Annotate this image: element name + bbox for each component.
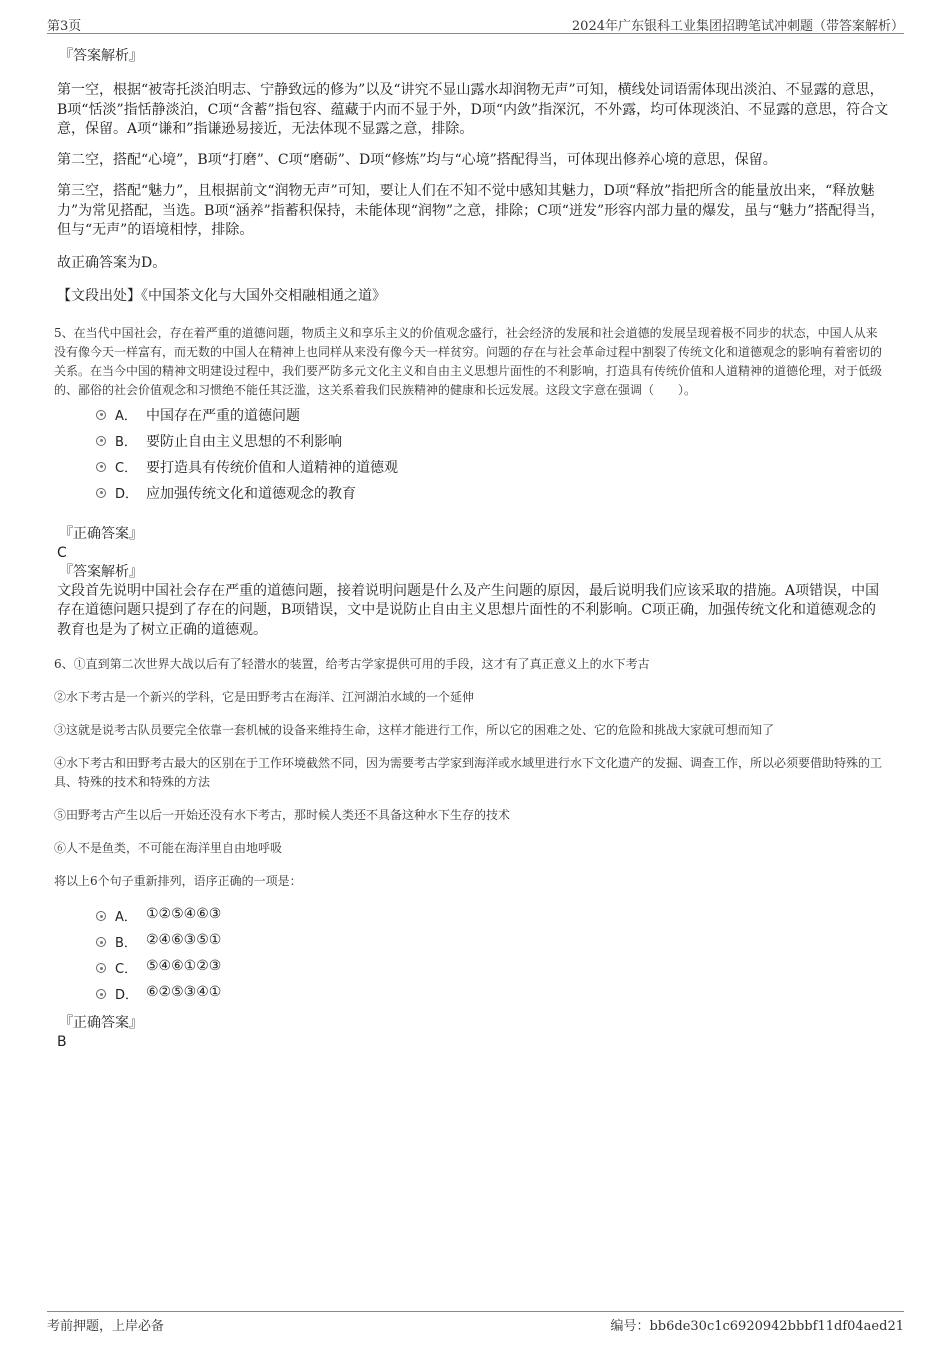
sentence-item: ③这就是说考古队员要完全依靠一套机械的设备来维持生命，这样才能进行工作，所以它的困难之处、它的危险和挑战大家就可想而知了: [54, 723, 775, 737]
analysis-paragraph: 第三空，搭配“魅力”，且根据前文“润物无声”可知，要让人们在不知不觉中感知其魅力，D项“释放”指把所含的能量放出来，“释放魅力”为常见搭配，当选。B项“涵养”指蓄积保持，未能体现“润物”之意，排除；C项“迸发”形容内部力量的爆发，虽与“魅力”搭配得当，但与“无声”的语境相悖，排除。: [57, 183, 885, 238]
sentence-item: ②水下考古是一个新兴的学科，它是田野考古在海洋、江河湖泊水域的一个延伸: [54, 690, 475, 704]
sentence-item: ⑥人不是鱼类，不可能在海洋里自由地呼吸: [54, 841, 283, 855]
page-footer: [47, 1311, 904, 1332]
radio-icon[interactable]: [96, 911, 106, 921]
analysis-paragraph: 文段首先说明中国社会存在严重的道德问题，接着说明问题是什么及产生问题的原因，最后说明我们应该采取的措施。A项错误，中国存在道德问题只提到了存在的问题，B项错误，文中是说防止自由主义思想片面性的不利影响。C项正确，加强传统文化和道德观念的教育也是为了树立正确的道德观。: [57, 582, 880, 638]
analysis-label: 『答案解析』: [59, 563, 143, 580]
radio-icon[interactable]: [96, 963, 106, 973]
correct-answer-label: 『正确答案』: [59, 525, 143, 542]
page-content: [54, 46, 889, 1052]
question-prompt: 将以上6个句子重新排列，语序正确的一项是：: [54, 874, 302, 888]
option-d[interactable]: D． ⑥②⑤③④①: [57, 983, 889, 1009]
radio-icon[interactable]: [96, 436, 106, 446]
option-d[interactable]: D． 应加强传统文化和道德观念的教育: [57, 482, 889, 508]
radio-icon[interactable]: [96, 989, 106, 999]
option-a[interactable]: A． ①②⑤④⑥③: [57, 905, 889, 931]
options-list: [57, 905, 889, 1009]
option-b[interactable]: B． ②④⑥③⑤①: [57, 931, 889, 957]
option-c[interactable]: C． ⑤④⑥①②③: [57, 957, 889, 983]
analysis-conclusion: 故正确答案为D。: [57, 254, 167, 271]
option-b[interactable]: B． 要防止自由主义思想的不利影响: [57, 430, 889, 456]
radio-icon[interactable]: [96, 410, 106, 420]
option-c[interactable]: C． 要打造具有传统价值和人道精神的道德观: [57, 456, 889, 482]
sentence-item: ⑤田野考古产生以后一开始还没有水下考古，那时候人类还不具备这种水下生存的技术: [54, 808, 511, 822]
document-code: 编号：bb6de30c1c6920942bbbf11df04aed21: [610, 1319, 904, 1334]
page-number: 第3页: [47, 19, 82, 34]
analysis-label: 『答案解析』: [59, 48, 143, 64]
radio-icon[interactable]: [96, 937, 106, 947]
sentence-item: 6、①直到第二次世界大战以后有了轻潜水的装置，给考古学家提供可用的手段，这才有了真正意义上的水下考古: [54, 657, 650, 671]
radio-icon[interactable]: [96, 488, 106, 498]
analysis-paragraph: 第二空，搭配“心境”，B项“打磨”、C项“磨砺”、D项“修炼”均与“心境”搭配得当，可体现出修养心境的意思，保留。: [57, 151, 777, 168]
footer-slogan: 考前押题，上岸必备: [47, 1319, 165, 1334]
options-list: [57, 404, 889, 508]
correct-answer: B: [57, 1034, 67, 1050]
source-citation: 【文段出处】《中国茶文化与大国外交相融相通之道》: [57, 288, 386, 304]
document-title: 2024年广东银科工业集团招聘笔试冲刺题（带答案解析）: [571, 19, 904, 34]
correct-answer: C: [57, 544, 67, 561]
correct-answer-label: 『正确答案』: [59, 1015, 143, 1031]
sentence-item: ④水下考古和田野考古最大的区别在于工作环境截然不同，因为需要考古学家到海洋或水域里进行水下文化遗产的发掘、调查工作，所以必须要借助特殊的工具、特殊的技术和特殊的方法: [54, 756, 883, 789]
radio-icon[interactable]: [96, 462, 106, 472]
page-header: [47, 14, 904, 34]
question-stem: 5、在当代中国社会，存在着严重的道德问题，物质主义和享乐主义的价值观念盛行，社会经济的发展和社会道德的发展呈现着极不同步的状态，中国人从来没有像今天一样富有，而无数的中国人在精神上也同样从来没有像今天一样贫穷。问题的存在与社会革命过程中割裂了传统文化和道德观念的影响有着密切的关系。在当今中国的精神文明建设过程中，我们要严防多元文化主义和自由主义思想片面性的不利影响，打造具有传统价值和人道精神的道德伦理，对于低级的、鄙俗的社会价值观念和习惯绝不能任其泛滥，这关系着我们民族精神的健康和长远发展。这段文字意在强调（ ）。: [54, 325, 883, 397]
option-a[interactable]: A． 中国存在严重的道德问题: [57, 404, 889, 430]
analysis-paragraph: 第一空，根据“被寄托淡泊明志、宁静致远的修为”以及“讲究不显山露水却润物无声”可知，横线处词语需体现出淡泊、不显露的意思，B项“恬淡”指恬静淡泊，C项“含蓄”指包容、蕴藏于内而不显于外，D项“内敛”指深沉，不外露，均可体现淡泊、不显露的意思，符合文意，保留。A项“谦和”指谦逊易接近，无法体现不显露之意，排除。: [57, 82, 889, 137]
